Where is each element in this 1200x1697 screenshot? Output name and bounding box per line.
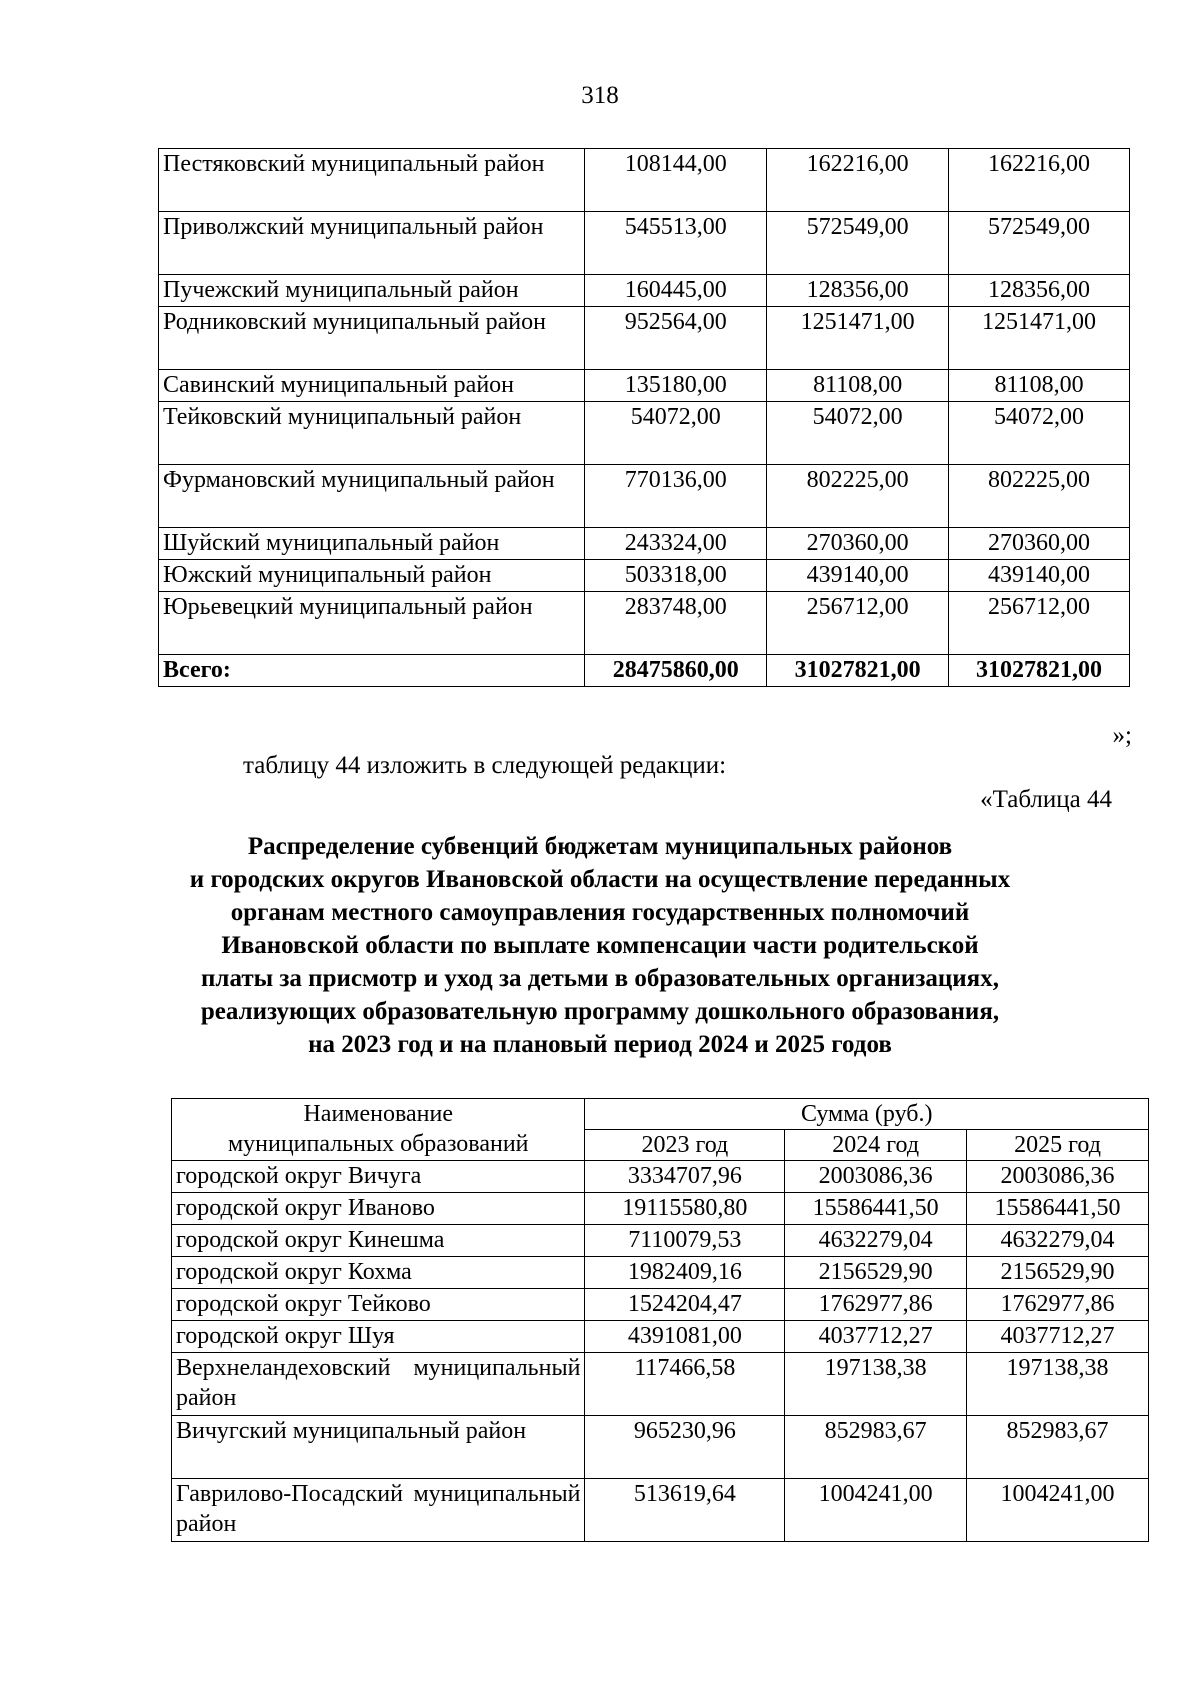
value-2024: 1762977,86 [785, 1289, 967, 1321]
table-row [172, 1161, 1149, 1193]
value-2023: 243324,00 [585, 528, 767, 560]
value-2024: 802225,00 [767, 465, 949, 528]
value-2024: 197138,38 [785, 1353, 967, 1416]
table-row [159, 402, 1130, 465]
value-2025: 54072,00 [949, 402, 1130, 465]
value-2023: 19115580,80 [585, 1193, 785, 1225]
value-2024: 256712,00 [767, 592, 949, 655]
value-2023: 7110079,53 [585, 1225, 785, 1257]
table-heading [100, 830, 1100, 1061]
table-row [159, 528, 1130, 560]
value-2024: 852983,67 [785, 1416, 967, 1479]
table-row [172, 1416, 1149, 1479]
name: городской округ Кохма [172, 1257, 585, 1289]
value-2023: 770136,00 [585, 465, 767, 528]
total-2023: 28475860,00 [585, 655, 767, 687]
value-2024: 270360,00 [767, 528, 949, 560]
subvention-table [171, 1098, 1149, 1542]
value-2023: 1524204,47 [585, 1289, 785, 1321]
name-header-line1: Наименование [303, 1101, 453, 1127]
value-2024: 54072,00 [767, 402, 949, 465]
value-2024: 572549,00 [767, 212, 949, 275]
value-2025: 1251471,00 [949, 307, 1130, 370]
value-2025: 4632279,04 [967, 1225, 1149, 1257]
name: Южский муниципальный район [159, 560, 585, 592]
value-2025: 2156529,90 [967, 1257, 1149, 1289]
value-2023: 108144,00 [585, 149, 767, 212]
value-2024: 439140,00 [767, 560, 949, 592]
sum-header: Сумма (руб.) [585, 1099, 1149, 1130]
value-2023: 135180,00 [585, 370, 767, 402]
heading-line: реализующих образовательную программу дошкольного образования, [200, 998, 1000, 1025]
value-2023: 3334707,96 [585, 1161, 785, 1193]
table-label: «Таблица 44 [980, 786, 1112, 813]
name: Савинский муниципальный район [159, 370, 585, 402]
value-2025: 439140,00 [949, 560, 1130, 592]
table-row [159, 275, 1130, 307]
value-2023: 503318,00 [585, 560, 767, 592]
table-row [159, 149, 1130, 212]
heading-line: органам местного самоуправления государственных полномочий [230, 899, 970, 926]
value-2024: 162216,00 [767, 149, 949, 212]
value-2025: 852983,67 [967, 1416, 1149, 1479]
value-2023: 160445,00 [585, 275, 767, 307]
total-2025: 31027821,00 [949, 655, 1130, 687]
instruction-text: таблицу 44 изложить в следующей редакции: [243, 752, 727, 779]
heading-line: Распределение субвенций бюджетам муниципальных районов [247, 833, 953, 860]
table-row [172, 1321, 1149, 1353]
value-2023: 545513,00 [585, 212, 767, 275]
value-2025: 128356,00 [949, 275, 1130, 307]
closing-quote: »; [1112, 722, 1132, 749]
value-2023: 283748,00 [585, 592, 767, 655]
name: Фурмановский муниципальный район [159, 465, 585, 528]
value-2025: 256712,00 [949, 592, 1130, 655]
table-row [172, 1257, 1149, 1289]
page-number: 318 [581, 82, 619, 109]
value-2025: 15586441,50 [967, 1193, 1149, 1225]
value-2025: 4037712,27 [967, 1321, 1149, 1353]
value-2024: 4037712,27 [785, 1321, 967, 1353]
value-2024: 128356,00 [767, 275, 949, 307]
year-2024-header: 2024 год [785, 1130, 967, 1161]
name-column-header [172, 1099, 585, 1161]
name: городской округ Вичуга [172, 1161, 585, 1193]
value-2025: 270360,00 [949, 528, 1130, 560]
name: Тейковский муниципальный район [159, 402, 585, 465]
table-row [159, 560, 1130, 592]
value-2025: 1762977,86 [967, 1289, 1149, 1321]
value-2025: 162216,00 [949, 149, 1130, 212]
name: Юрьевецкий муниципальный район [159, 592, 585, 655]
name: Пучежский муниципальный район [159, 275, 585, 307]
table-row [159, 307, 1130, 370]
name: городской округ Иваново [172, 1193, 585, 1225]
value-2025: 197138,38 [967, 1353, 1149, 1416]
total-2024: 31027821,00 [767, 655, 949, 687]
table-row [172, 1193, 1149, 1225]
value-2024: 2156529,90 [785, 1257, 967, 1289]
value-2025: 2003086,36 [967, 1161, 1149, 1193]
table-row [172, 1225, 1149, 1257]
name: городской округ Кинешма [172, 1225, 585, 1257]
continued-table [158, 148, 1130, 687]
value-2023: 965230,96 [585, 1416, 785, 1479]
value-2024: 4632279,04 [785, 1225, 967, 1257]
name-header-line2: муниципальных образований [227, 1131, 529, 1157]
name: Шуйский муниципальный район [159, 528, 585, 560]
value-2025: 81108,00 [949, 370, 1130, 402]
heading-line: на 2023 год и на плановый период 2024 и 2025 годов [308, 1031, 892, 1058]
value-2023: 54072,00 [585, 402, 767, 465]
value-2025: 572549,00 [949, 212, 1130, 275]
table-row [172, 1353, 1149, 1416]
value-2024: 15586441,50 [785, 1193, 967, 1225]
value-2023: 513619,64 [585, 1479, 785, 1542]
name: городской округ Шуя [172, 1321, 585, 1353]
table-row [172, 1289, 1149, 1321]
total-row [159, 655, 1130, 687]
table-row [159, 592, 1130, 655]
year-2023-header: 2023 год [585, 1130, 785, 1161]
name: Верхнеландеховский муниципальный район [172, 1353, 585, 1416]
header-row [172, 1099, 1149, 1130]
heading-line: платы за присмотр и уход за детьми в образовательных организациях, [201, 965, 999, 992]
value-2023: 1982409,16 [585, 1257, 785, 1289]
value-2025: 802225,00 [949, 465, 1130, 528]
name: Вичугский муниципальный район [172, 1416, 585, 1479]
table-row [159, 465, 1130, 528]
name: Гаврилово-Посадский муниципальный район [172, 1479, 585, 1542]
name: Родниковский муниципальный район [159, 307, 585, 370]
value-2024: 2003086,36 [785, 1161, 967, 1193]
name: Приволжский муниципальный район [159, 212, 585, 275]
table-row [172, 1479, 1149, 1542]
year-2025-header: 2025 год [967, 1130, 1149, 1161]
value-2023: 117466,58 [585, 1353, 785, 1416]
value-2023: 4391081,00 [585, 1321, 785, 1353]
table-row [159, 370, 1130, 402]
heading-line: Ивановской области по выплате компенсации части родительской [221, 932, 979, 959]
value-2024: 1004241,00 [785, 1479, 967, 1542]
name: Пестяковский муниципальный район [159, 149, 585, 212]
value-2024: 1251471,00 [767, 307, 949, 370]
table-row [159, 212, 1130, 275]
value-2025: 1004241,00 [967, 1479, 1149, 1542]
total-label: Всего: [159, 655, 585, 687]
name: городской округ Тейково [172, 1289, 585, 1321]
value-2023: 952564,00 [585, 307, 767, 370]
value-2024: 81108,00 [767, 370, 949, 402]
heading-line: и городских округов Ивановской области на осуществление переданных [189, 866, 1011, 893]
